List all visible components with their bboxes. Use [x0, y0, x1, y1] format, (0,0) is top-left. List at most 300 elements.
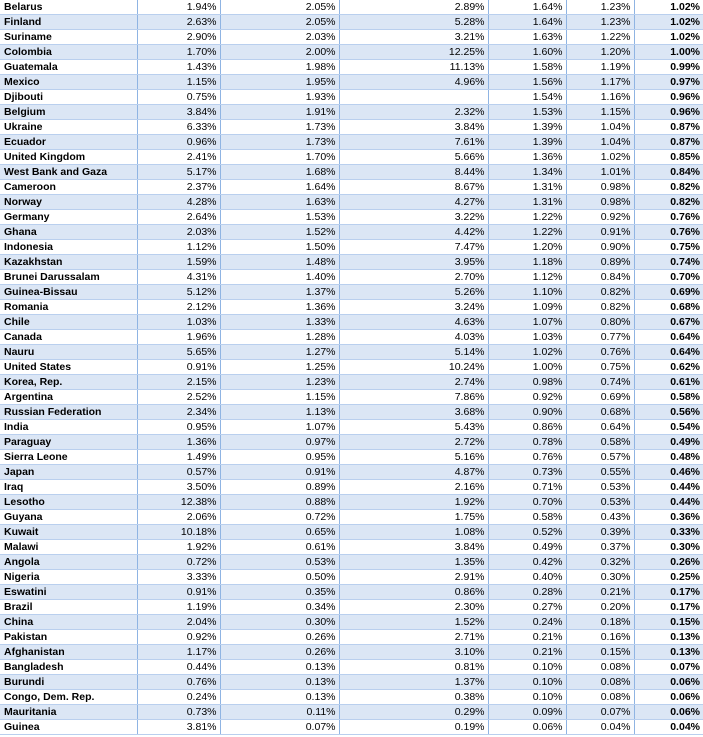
value-cell-5: 0.80% — [566, 315, 634, 330]
value-cell-3: 2.71% — [339, 630, 488, 645]
value-cell-1: 0.57% — [137, 465, 220, 480]
value-cell-3: 5.28% — [339, 15, 488, 30]
value-cell-2: 2.05% — [220, 0, 339, 15]
value-cell-3: 1.37% — [339, 675, 488, 690]
value-cell-2: 1.15% — [220, 390, 339, 405]
table-row — [0, 195, 703, 210]
value-cell-2: 0.61% — [220, 540, 339, 555]
country-name-cell: Korea, Rep. — [0, 375, 137, 390]
table-row — [0, 30, 703, 45]
value-cell-6: 0.84% — [634, 165, 703, 180]
value-cell-2: 0.13% — [220, 660, 339, 675]
value-cell-5: 0.82% — [566, 300, 634, 315]
value-cell-3: 3.95% — [339, 255, 488, 270]
table-row — [0, 660, 703, 675]
value-cell-1: 0.44% — [137, 660, 220, 675]
value-cell-3: 2.16% — [339, 480, 488, 495]
value-cell-2: 1.98% — [220, 60, 339, 75]
value-cell-1: 0.92% — [137, 630, 220, 645]
value-cell-4: 1.64% — [488, 0, 566, 15]
value-cell-2: 0.50% — [220, 570, 339, 585]
value-cell-3: 4.27% — [339, 195, 488, 210]
country-name-cell: Brazil — [0, 600, 137, 615]
value-cell-2: 0.26% — [220, 630, 339, 645]
value-cell-6: 0.06% — [634, 690, 703, 705]
table-row — [0, 495, 703, 510]
value-cell-2: 0.26% — [220, 645, 339, 660]
value-cell-6: 0.49% — [634, 435, 703, 450]
table-row — [0, 300, 703, 315]
value-cell-4: 0.10% — [488, 690, 566, 705]
value-cell-1: 1.59% — [137, 255, 220, 270]
value-cell-6: 0.56% — [634, 405, 703, 420]
value-cell-2: 1.64% — [220, 180, 339, 195]
value-cell-4: 0.06% — [488, 720, 566, 735]
country-name-cell: Cameroon — [0, 180, 137, 195]
value-cell-5: 0.75% — [566, 360, 634, 375]
value-cell-1: 2.15% — [137, 375, 220, 390]
table-row — [0, 345, 703, 360]
value-cell-3: 8.44% — [339, 165, 488, 180]
value-cell-4: 1.53% — [488, 105, 566, 120]
value-cell-5: 1.04% — [566, 120, 634, 135]
value-cell-2: 1.28% — [220, 330, 339, 345]
value-cell-1: 0.72% — [137, 555, 220, 570]
value-cell-4: 1.31% — [488, 195, 566, 210]
table-row — [0, 615, 703, 630]
country-name-cell: India — [0, 420, 137, 435]
value-cell-6: 1.02% — [634, 0, 703, 15]
value-cell-1: 3.33% — [137, 570, 220, 585]
value-cell-5: 0.57% — [566, 450, 634, 465]
value-cell-4: 1.60% — [488, 45, 566, 60]
value-cell-6: 0.87% — [634, 135, 703, 150]
value-cell-4: 1.10% — [488, 285, 566, 300]
country-name-cell: Guatemala — [0, 60, 137, 75]
country-name-cell: Norway — [0, 195, 137, 210]
value-cell-3: 3.84% — [339, 120, 488, 135]
country-name-cell: Ecuador — [0, 135, 137, 150]
value-cell-3: 4.87% — [339, 465, 488, 480]
value-cell-5: 0.18% — [566, 615, 634, 630]
value-cell-6: 0.69% — [634, 285, 703, 300]
value-cell-3: 2.70% — [339, 270, 488, 285]
value-cell-6: 0.13% — [634, 645, 703, 660]
value-cell-6: 0.06% — [634, 705, 703, 720]
value-cell-6: 0.75% — [634, 240, 703, 255]
value-cell-4: 0.24% — [488, 615, 566, 630]
value-cell-6: 0.58% — [634, 390, 703, 405]
table-row — [0, 465, 703, 480]
value-cell-3: 12.25% — [339, 45, 488, 60]
value-cell-5: 0.32% — [566, 555, 634, 570]
table-row — [0, 720, 703, 735]
value-cell-1: 2.52% — [137, 390, 220, 405]
value-cell-3: 5.14% — [339, 345, 488, 360]
value-cell-2: 1.70% — [220, 150, 339, 165]
value-cell-2: 0.91% — [220, 465, 339, 480]
value-cell-4: 0.76% — [488, 450, 566, 465]
table-row — [0, 105, 703, 120]
value-cell-4: 0.70% — [488, 495, 566, 510]
value-cell-4: 0.10% — [488, 675, 566, 690]
value-cell-6: 0.26% — [634, 555, 703, 570]
value-cell-5: 0.90% — [566, 240, 634, 255]
value-cell-3: 3.84% — [339, 540, 488, 555]
value-cell-1: 1.70% — [137, 45, 220, 60]
value-cell-5: 0.58% — [566, 435, 634, 450]
value-cell-6: 0.64% — [634, 330, 703, 345]
value-cell-6: 0.36% — [634, 510, 703, 525]
value-cell-4: 1.36% — [488, 150, 566, 165]
value-cell-3: 1.08% — [339, 525, 488, 540]
value-cell-1: 4.31% — [137, 270, 220, 285]
value-cell-2: 0.53% — [220, 555, 339, 570]
value-cell-6: 0.04% — [634, 720, 703, 735]
value-cell-2: 0.13% — [220, 675, 339, 690]
table-row — [0, 75, 703, 90]
country-name-cell: Belgium — [0, 105, 137, 120]
country-name-cell: Canada — [0, 330, 137, 345]
value-cell-3: 5.66% — [339, 150, 488, 165]
country-name-cell: Colombia — [0, 45, 137, 60]
value-cell-3: 5.26% — [339, 285, 488, 300]
value-cell-6: 0.99% — [634, 60, 703, 75]
value-cell-5: 0.20% — [566, 600, 634, 615]
value-cell-3: 0.81% — [339, 660, 488, 675]
value-cell-4: 1.20% — [488, 240, 566, 255]
value-cell-1: 2.04% — [137, 615, 220, 630]
value-cell-3: 0.29% — [339, 705, 488, 720]
table-row — [0, 555, 703, 570]
table-row — [0, 240, 703, 255]
table-row — [0, 165, 703, 180]
value-cell-1: 1.92% — [137, 540, 220, 555]
value-cell-2: 1.23% — [220, 375, 339, 390]
value-cell-5: 0.64% — [566, 420, 634, 435]
value-cell-4: 1.22% — [488, 210, 566, 225]
table-row — [0, 405, 703, 420]
country-name-cell: Angola — [0, 555, 137, 570]
value-cell-6: 0.76% — [634, 225, 703, 240]
value-cell-1: 1.19% — [137, 600, 220, 615]
value-cell-5: 0.98% — [566, 180, 634, 195]
value-cell-4: 0.09% — [488, 705, 566, 720]
value-cell-5: 0.30% — [566, 570, 634, 585]
value-cell-1: 2.12% — [137, 300, 220, 315]
value-cell-6: 0.44% — [634, 480, 703, 495]
value-cell-2: 1.63% — [220, 195, 339, 210]
value-cell-3: 0.38% — [339, 690, 488, 705]
value-cell-6: 0.62% — [634, 360, 703, 375]
value-cell-6: 0.07% — [634, 660, 703, 675]
value-cell-2: 1.91% — [220, 105, 339, 120]
table-row — [0, 450, 703, 465]
table-row — [0, 150, 703, 165]
value-cell-6: 0.25% — [634, 570, 703, 585]
value-cell-5: 0.98% — [566, 195, 634, 210]
value-cell-4: 0.52% — [488, 525, 566, 540]
value-cell-1: 2.90% — [137, 30, 220, 45]
country-name-cell: Chile — [0, 315, 137, 330]
table-row — [0, 255, 703, 270]
value-cell-3: 4.96% — [339, 75, 488, 90]
value-cell-1: 6.33% — [137, 120, 220, 135]
country-name-cell: Nauru — [0, 345, 137, 360]
value-cell-4: 0.78% — [488, 435, 566, 450]
table-row — [0, 675, 703, 690]
value-cell-5: 0.37% — [566, 540, 634, 555]
value-cell-2: 2.00% — [220, 45, 339, 60]
value-cell-6: 0.17% — [634, 585, 703, 600]
value-cell-3: 2.32% — [339, 105, 488, 120]
value-cell-1: 5.17% — [137, 165, 220, 180]
table-row — [0, 330, 703, 345]
value-cell-6: 0.97% — [634, 75, 703, 90]
value-cell-6: 0.87% — [634, 120, 703, 135]
value-cell-5: 1.23% — [566, 15, 634, 30]
value-cell-3: 2.89% — [339, 0, 488, 15]
value-cell-1: 5.65% — [137, 345, 220, 360]
country-name-cell: Ukraine — [0, 120, 137, 135]
country-name-cell: Iraq — [0, 480, 137, 495]
country-name-cell: Japan — [0, 465, 137, 480]
value-cell-3: 1.92% — [339, 495, 488, 510]
value-cell-1: 2.37% — [137, 180, 220, 195]
value-cell-6: 0.64% — [634, 345, 703, 360]
table-row — [0, 0, 703, 15]
country-name-cell: Bangladesh — [0, 660, 137, 675]
value-cell-1: 1.96% — [137, 330, 220, 345]
value-cell-3: 3.24% — [339, 300, 488, 315]
value-cell-4: 0.73% — [488, 465, 566, 480]
table-row — [0, 510, 703, 525]
value-cell-5: 0.82% — [566, 285, 634, 300]
value-cell-2: 1.25% — [220, 360, 339, 375]
value-cell-4: 1.56% — [488, 75, 566, 90]
table-row — [0, 690, 703, 705]
table-row — [0, 570, 703, 585]
table-row — [0, 540, 703, 555]
value-cell-4: 1.18% — [488, 255, 566, 270]
value-cell-4: 0.27% — [488, 600, 566, 615]
value-cell-5: 0.89% — [566, 255, 634, 270]
country-name-cell: Mexico — [0, 75, 137, 90]
value-cell-5: 0.55% — [566, 465, 634, 480]
value-cell-5: 0.15% — [566, 645, 634, 660]
value-cell-1: 0.76% — [137, 675, 220, 690]
value-cell-6: 0.15% — [634, 615, 703, 630]
value-cell-1: 1.94% — [137, 0, 220, 15]
value-cell-2: 1.27% — [220, 345, 339, 360]
country-name-cell: Ghana — [0, 225, 137, 240]
table-row — [0, 630, 703, 645]
value-cell-2: 0.35% — [220, 585, 339, 600]
table-row — [0, 645, 703, 660]
value-cell-5: 0.74% — [566, 375, 634, 390]
value-cell-1: 1.12% — [137, 240, 220, 255]
table-row — [0, 390, 703, 405]
country-name-cell: Nigeria — [0, 570, 137, 585]
value-cell-3: 3.10% — [339, 645, 488, 660]
value-cell-1: 1.03% — [137, 315, 220, 330]
value-cell-2: 2.03% — [220, 30, 339, 45]
country-name-cell: United States — [0, 360, 137, 375]
country-name-cell: Guinea-Bissau — [0, 285, 137, 300]
value-cell-1: 12.38% — [137, 495, 220, 510]
value-cell-5: 0.43% — [566, 510, 634, 525]
value-cell-4: 0.21% — [488, 645, 566, 660]
value-cell-6: 0.70% — [634, 270, 703, 285]
value-cell-4: 1.39% — [488, 120, 566, 135]
table-row — [0, 705, 703, 720]
value-cell-3: 1.52% — [339, 615, 488, 630]
value-cell-4: 0.98% — [488, 375, 566, 390]
value-cell-1: 1.43% — [137, 60, 220, 75]
value-cell-6: 0.06% — [634, 675, 703, 690]
country-name-cell: Djibouti — [0, 90, 137, 105]
value-cell-4: 1.07% — [488, 315, 566, 330]
country-name-cell: Sierra Leone — [0, 450, 137, 465]
value-cell-6: 1.00% — [634, 45, 703, 60]
value-cell-4: 0.42% — [488, 555, 566, 570]
table-row — [0, 525, 703, 540]
table-row — [0, 60, 703, 75]
value-cell-3: 0.86% — [339, 585, 488, 600]
value-cell-1: 0.75% — [137, 90, 220, 105]
value-cell-2: 0.13% — [220, 690, 339, 705]
value-cell-5: 0.04% — [566, 720, 634, 735]
table-row — [0, 600, 703, 615]
value-cell-4: 1.34% — [488, 165, 566, 180]
value-cell-4: 0.21% — [488, 630, 566, 645]
country-name-cell: Russian Federation — [0, 405, 137, 420]
country-name-cell: Pakistan — [0, 630, 137, 645]
country-name-cell: Kazakhstan — [0, 255, 137, 270]
value-cell-2: 0.97% — [220, 435, 339, 450]
value-cell-6: 0.68% — [634, 300, 703, 315]
value-cell-5: 0.77% — [566, 330, 634, 345]
value-cell-1: 2.64% — [137, 210, 220, 225]
value-cell-3: 5.16% — [339, 450, 488, 465]
value-cell-2: 1.52% — [220, 225, 339, 240]
country-name-cell: Brunei Darussalam — [0, 270, 137, 285]
value-cell-3: 8.67% — [339, 180, 488, 195]
value-cell-1: 0.91% — [137, 360, 220, 375]
value-cell-1: 3.84% — [137, 105, 220, 120]
value-cell-4: 0.49% — [488, 540, 566, 555]
country-name-cell: Mauritania — [0, 705, 137, 720]
country-name-cell: Eswatini — [0, 585, 137, 600]
value-cell-1: 4.28% — [137, 195, 220, 210]
value-cell-5: 1.19% — [566, 60, 634, 75]
value-cell-6: 0.67% — [634, 315, 703, 330]
value-cell-3: 7.61% — [339, 135, 488, 150]
value-cell-3: 4.42% — [339, 225, 488, 240]
value-cell-2: 1.53% — [220, 210, 339, 225]
country-name-cell: Suriname — [0, 30, 137, 45]
value-cell-4: 1.63% — [488, 30, 566, 45]
value-cell-1: 0.24% — [137, 690, 220, 705]
value-cell-4: 1.54% — [488, 90, 566, 105]
value-cell-2: 1.36% — [220, 300, 339, 315]
value-cell-5: 1.16% — [566, 90, 634, 105]
value-cell-6: 1.02% — [634, 15, 703, 30]
table-row — [0, 375, 703, 390]
table-row — [0, 45, 703, 60]
value-cell-4: 1.22% — [488, 225, 566, 240]
value-cell-5: 0.68% — [566, 405, 634, 420]
value-cell-3 — [339, 90, 488, 105]
value-cell-4: 1.12% — [488, 270, 566, 285]
table-row — [0, 435, 703, 450]
value-cell-6: 0.74% — [634, 255, 703, 270]
country-name-cell: Paraguay — [0, 435, 137, 450]
value-cell-4: 0.10% — [488, 660, 566, 675]
value-cell-4: 1.00% — [488, 360, 566, 375]
country-name-cell: Belarus — [0, 0, 137, 15]
value-cell-2: 1.73% — [220, 120, 339, 135]
country-name-cell: West Bank and Gaza — [0, 165, 137, 180]
country-name-cell: Malawi — [0, 540, 137, 555]
value-cell-2: 0.34% — [220, 600, 339, 615]
value-cell-3: 4.03% — [339, 330, 488, 345]
table-row — [0, 360, 703, 375]
value-cell-4: 1.03% — [488, 330, 566, 345]
value-cell-1: 1.17% — [137, 645, 220, 660]
value-cell-5: 1.04% — [566, 135, 634, 150]
value-cell-5: 1.20% — [566, 45, 634, 60]
value-cell-2: 0.65% — [220, 525, 339, 540]
value-cell-5: 1.23% — [566, 0, 634, 15]
value-cell-5: 0.08% — [566, 660, 634, 675]
country-name-cell: Finland — [0, 15, 137, 30]
value-cell-2: 1.07% — [220, 420, 339, 435]
value-cell-5: 0.91% — [566, 225, 634, 240]
value-cell-1: 10.18% — [137, 525, 220, 540]
value-cell-4: 1.02% — [488, 345, 566, 360]
value-cell-6: 0.33% — [634, 525, 703, 540]
value-cell-3: 4.63% — [339, 315, 488, 330]
country-name-cell: Guyana — [0, 510, 137, 525]
value-cell-6: 0.82% — [634, 195, 703, 210]
country-name-cell: Afghanistan — [0, 645, 137, 660]
value-cell-1: 0.96% — [137, 135, 220, 150]
value-cell-1: 1.49% — [137, 450, 220, 465]
table-row — [0, 585, 703, 600]
value-cell-2: 1.95% — [220, 75, 339, 90]
value-cell-4: 0.28% — [488, 585, 566, 600]
table-row — [0, 420, 703, 435]
value-cell-3: 1.35% — [339, 555, 488, 570]
country-name-cell: Lesotho — [0, 495, 137, 510]
value-cell-1: 0.73% — [137, 705, 220, 720]
value-cell-2: 1.13% — [220, 405, 339, 420]
value-cell-5: 0.53% — [566, 495, 634, 510]
value-cell-2: 1.37% — [220, 285, 339, 300]
value-cell-4: 1.31% — [488, 180, 566, 195]
value-cell-3: 10.24% — [339, 360, 488, 375]
table-row — [0, 180, 703, 195]
country-name-cell: Germany — [0, 210, 137, 225]
value-cell-2: 0.89% — [220, 480, 339, 495]
value-cell-3: 3.22% — [339, 210, 488, 225]
country-name-cell: United Kingdom — [0, 150, 137, 165]
value-cell-6: 0.85% — [634, 150, 703, 165]
value-cell-5: 0.08% — [566, 675, 634, 690]
value-cell-5: 1.02% — [566, 150, 634, 165]
value-cell-1: 3.50% — [137, 480, 220, 495]
